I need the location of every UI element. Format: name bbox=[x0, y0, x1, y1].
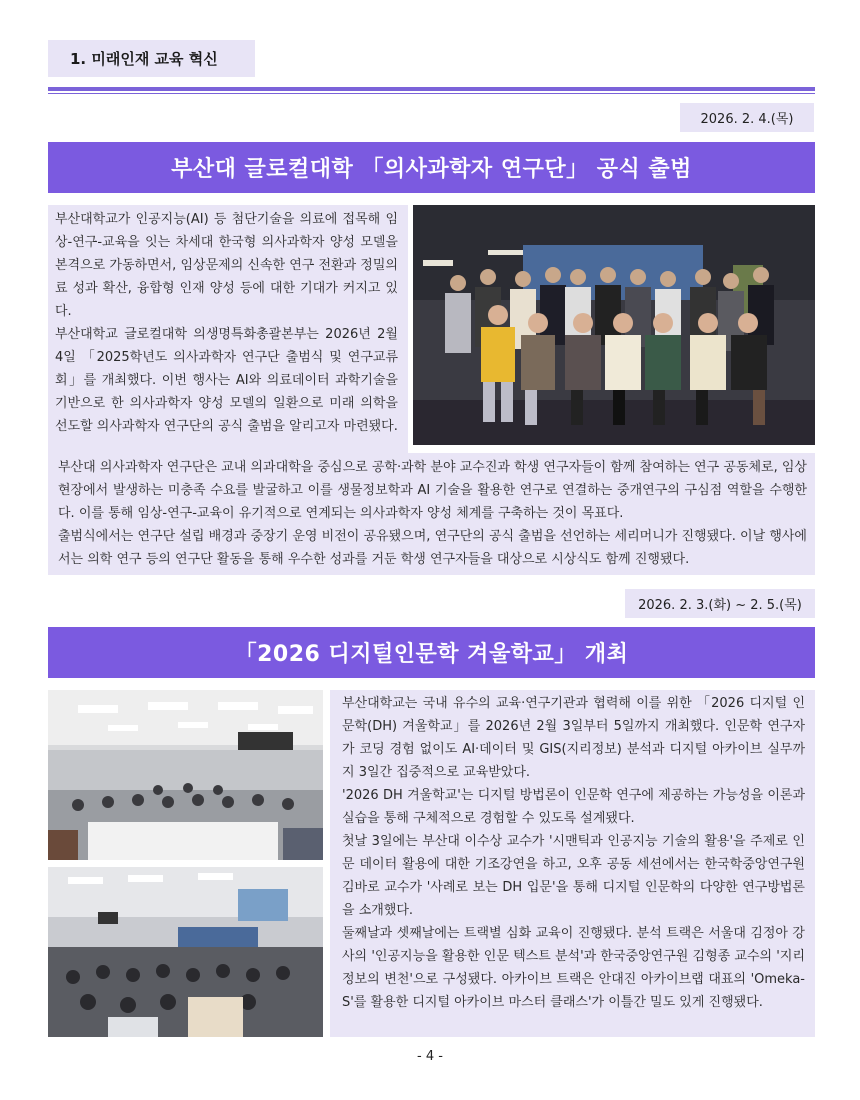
header-rule-thin bbox=[48, 93, 815, 94]
article2-date: 2026. 2. 3.(화) ~ 2. 5.(목) bbox=[625, 589, 815, 618]
article2-paragraph: '2026 DH 겨울학교'는 디지털 방법론이 인문학 연구에 제공하는 가능성을 이론과 실습을 통해 구체적으로 경험할 수 있도록 설계됐다. bbox=[342, 788, 805, 826]
article1-paragraph: 부산대학교가 인공지능(AI) 등 첨단기술을 의료에 접목해 임상-연구-교육을 잇는 차세대 한국형 의사과학자 양성 모델을 본격으로 가동하면서, 임상문제의 신속한 연구 전환과 정밀의료 성과 확산, 융합형 인재 양성 등에 대한 기대가 커지고 있다. bbox=[55, 212, 398, 319]
article2-body bbox=[330, 690, 815, 1037]
article1-date: 2026. 2. 4.(목) bbox=[680, 103, 814, 132]
article2-paragraph: 둘째날과 셋째날에는 트랙별 심화 교육이 진행됐다. 분석 트랙은 서울대 김정아 강사의 '인공지능을 활용한 인문 텍스트 분석'과 한국중앙연구원 김형종 교수의 '지리정보의 변천'으로 구성됐다. 아카이브 트랙은 안대진 아카이브랩 대표의 'Omeka-S'를 활용한 디지털 아카이브 마스터 클래스'가 이틀간 밀도 있게 진행됐다. bbox=[342, 926, 805, 1010]
article1-paragraph: 부산대 의사과학자 연구단은 교내 의과대학을 중심으로 공학·과학 분야 교수진과 학생 연구자들이 함께 참여하는 연구 공동체로, 임상 현장에서 발생하는 미충족 수요를 발굴하고 이를 생물정보학과 AI 기술을 활용한 연구로 연결하는 중개연구의 구심점 역할을 수행한다. 이를 통해 임상-연구-교육이 유기적으로 연계되는 의사과학자 양성 체계를 구축하는 것이 목표다. bbox=[58, 460, 807, 521]
page-number: - 4 - bbox=[417, 1049, 443, 1064]
article2-title: 「2026 디지털인문학 겨울학교」 개최 bbox=[48, 627, 815, 678]
article1-title: 부산대 글로컬대학 「의사과학자 연구단」 공식 출범 bbox=[48, 142, 815, 193]
lecture-hall-photo bbox=[48, 690, 323, 860]
header-rule bbox=[48, 87, 815, 91]
group-photo bbox=[413, 205, 815, 445]
seminar-photo bbox=[48, 867, 323, 1037]
article1-body bbox=[48, 453, 815, 575]
article1-paragraph: 부산대학교 글로컬대학 의생명특화총괄본부는 2026년 2월 4일 「2025학년도 의사과학자 연구단 출범식 및 연구교류회」를 개최했다. 이번 행사는 AI와 의료데이터 과학기술을 기반으로 한 의사과학자 양성 모델의 일환으로 미래 의학을 선도할 의사과학자 연구단의 공식 출범을 알리고자 마련됐다. bbox=[55, 327, 398, 434]
article1-paragraph: 출범식에서는 연구단 설립 배경과 중장기 운영 비전이 공유됐으며, 연구단의 공식 출범을 선언하는 세리머니가 진행됐다. 이날 행사에서는 의학 연구 등의 연구단 활동을 통해 우수한 성과를 거둔 학생 연구자들을 대상으로 시상식도 함께 진행됐다. bbox=[58, 529, 807, 567]
article1-intro bbox=[48, 205, 408, 453]
article2-paragraph: 첫날 3일에는 부산대 이수상 교수가 '시맨틱과 인공지능 기술의 활용'을 주제로 인문 데이터 활용에 대한 기조강연을 하고, 오후 공동 세션에서는 한국학중앙연구원 김바로 교수가 '사례로 보는 DH 입문'을 통해 디지털 인문학의 다양한 연구방법론을 소개했다. bbox=[342, 834, 805, 918]
article2-paragraph: 부산대학교는 국내 유수의 교육·연구기관과 협력해 이를 위한 「2026 디지털 인문학(DH) 겨울학교」를 2026년 2월 3일부터 5일까지 개최했다. 인문학 연구자가 코딩 경험 없이도 AI·데이터 및 GIS(지리정보) 분석과 디지털 아카이브 실무까지 3일간 집중적으로 교육받았다. bbox=[342, 696, 805, 780]
section-tab: 1. 미래인재 교육 혁신 bbox=[48, 40, 255, 77]
